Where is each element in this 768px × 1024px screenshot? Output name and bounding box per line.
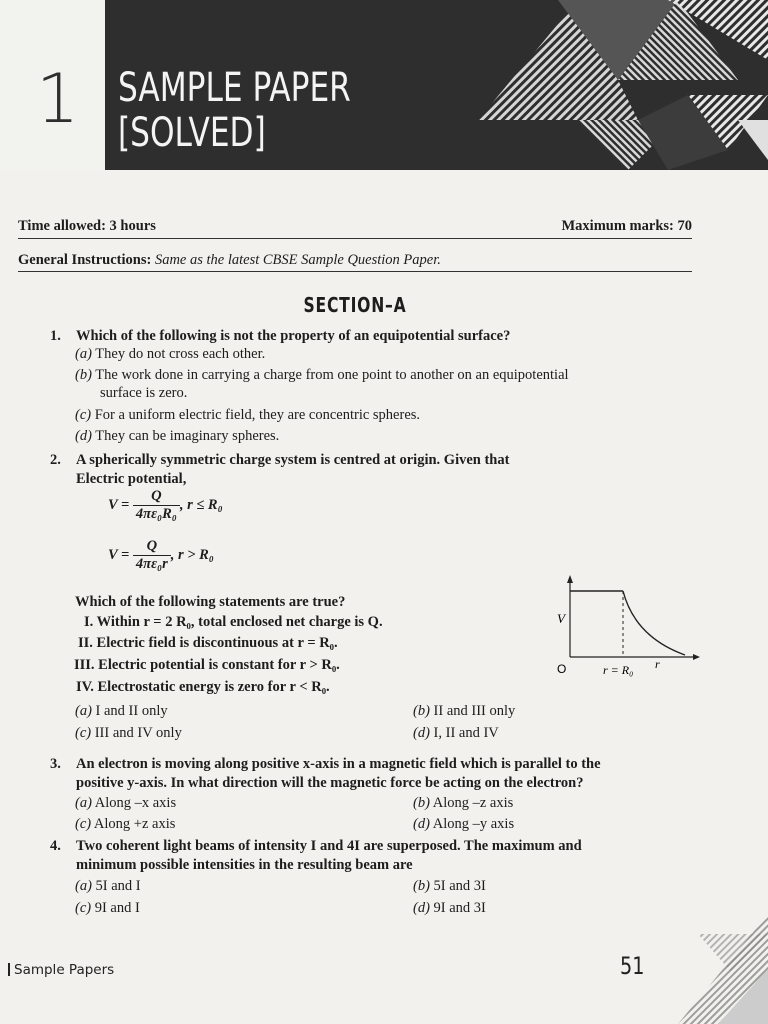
- statement-4: IV. Electrostatic energy is zero for r < R₀.: [76, 679, 330, 695]
- question-text: An electron is moving along positive x-axis in a magnetic field which is parallel to the: [76, 756, 601, 772]
- option-b-cont: surface is zero.: [100, 385, 188, 401]
- question-text-cont: Electric potential,: [76, 471, 187, 487]
- statement-3: III. Electric potential is constant for r > R₀.: [74, 657, 340, 673]
- option-c: (c) Along +z axis: [75, 816, 176, 832]
- statements-prompt: Which of the following statements are true?: [75, 594, 346, 610]
- option-a: (a) They do not cross each other.: [75, 346, 266, 362]
- graph-origin-label: O: [557, 662, 567, 676]
- title-line-1: SAMPLE PAPER: [118, 65, 351, 111]
- graph-x-label: r: [655, 657, 660, 671]
- question-text-cont: minimum possible intensities in the resulting beam are: [76, 857, 413, 873]
- corner-pattern-icon: [658, 914, 768, 1024]
- instructions-label: General Instructions:: [18, 252, 152, 268]
- paper-title: [118, 66, 351, 156]
- question-text-cont: positive y-axis. In what direction will the magnetic force be acting on the electron?: [76, 775, 584, 791]
- question-number: 3.: [50, 756, 61, 772]
- time-allowed: Time allowed: 3 hours: [18, 218, 156, 234]
- chapter-tab: [0, 0, 105, 170]
- option-b: (b) Along –z axis: [413, 795, 514, 811]
- option-c: (c) 9I and I: [75, 900, 140, 916]
- footer-label: Sample Papers: [8, 962, 114, 978]
- option-b: (b) II and III only: [413, 703, 516, 719]
- option-b: (b) 5I and 3I: [413, 878, 486, 894]
- graph-marker-label: r = R₀: [603, 663, 634, 677]
- option-b: (b) The work done in carrying a charge from one point to another on an equipotential: [75, 367, 569, 383]
- option-d: (d) They can be imaginary spheres.: [75, 428, 280, 444]
- option-a: (a) 5I and I: [75, 878, 141, 894]
- statement-1: I. Within r = 2 R₀, total enclosed net charge is Q.: [84, 614, 383, 630]
- question-number: 4.: [50, 838, 61, 854]
- maximum-marks: Maximum marks: 70: [561, 218, 692, 234]
- graph-y-label: V: [557, 611, 565, 626]
- option-c: (c) III and IV only: [75, 725, 182, 741]
- equation-2: V = $\frac{Q}{\text{4πε₀r}}$ , r > R₀: [108, 538, 214, 572]
- question-number: 1.: [50, 328, 61, 344]
- chapter-number: 1: [36, 60, 80, 139]
- title-line-2: [SOLVED]: [118, 110, 266, 156]
- section-title: SECTION–A: [303, 293, 407, 317]
- general-instructions: [18, 252, 441, 269]
- divider: [18, 238, 692, 239]
- question-text: A spherically symmetric charge system is centred at origin. Given that: [76, 452, 510, 468]
- potential-graph: [555, 575, 700, 685]
- page-number: 51: [620, 952, 645, 980]
- option-d: (d) 9I and 3I: [413, 900, 486, 916]
- triangle-pattern-icon: [438, 0, 768, 170]
- statement-2: II. Electric field is discontinuous at r = R₀.: [78, 635, 338, 651]
- question-text: Two coherent light beams of intensity I and 4I are superposed. The maximum and: [76, 838, 582, 854]
- question-text: Which of the following is not the property of an equipotential surface?: [76, 328, 511, 344]
- option-a: (a) Along –x axis: [75, 795, 177, 811]
- option-d: (d) I, II and IV: [413, 725, 499, 741]
- equation-1: V = $\frac{Q}{\text{4πε₀R₀}}$ , r ≤ R₀: [108, 488, 223, 522]
- instructions-text: Same as the latest CBSE Sample Question Paper.: [154, 252, 441, 268]
- option-d: (d) Along –y axis: [413, 816, 515, 832]
- question-number: 2.: [50, 452, 61, 468]
- divider: [18, 271, 692, 272]
- exam-meta: [18, 218, 692, 235]
- option-a: (a) I and II only: [75, 703, 168, 719]
- header-banner: [0, 0, 768, 170]
- option-c: (c) For a uniform electric field, they are concentric spheres.: [75, 407, 421, 423]
